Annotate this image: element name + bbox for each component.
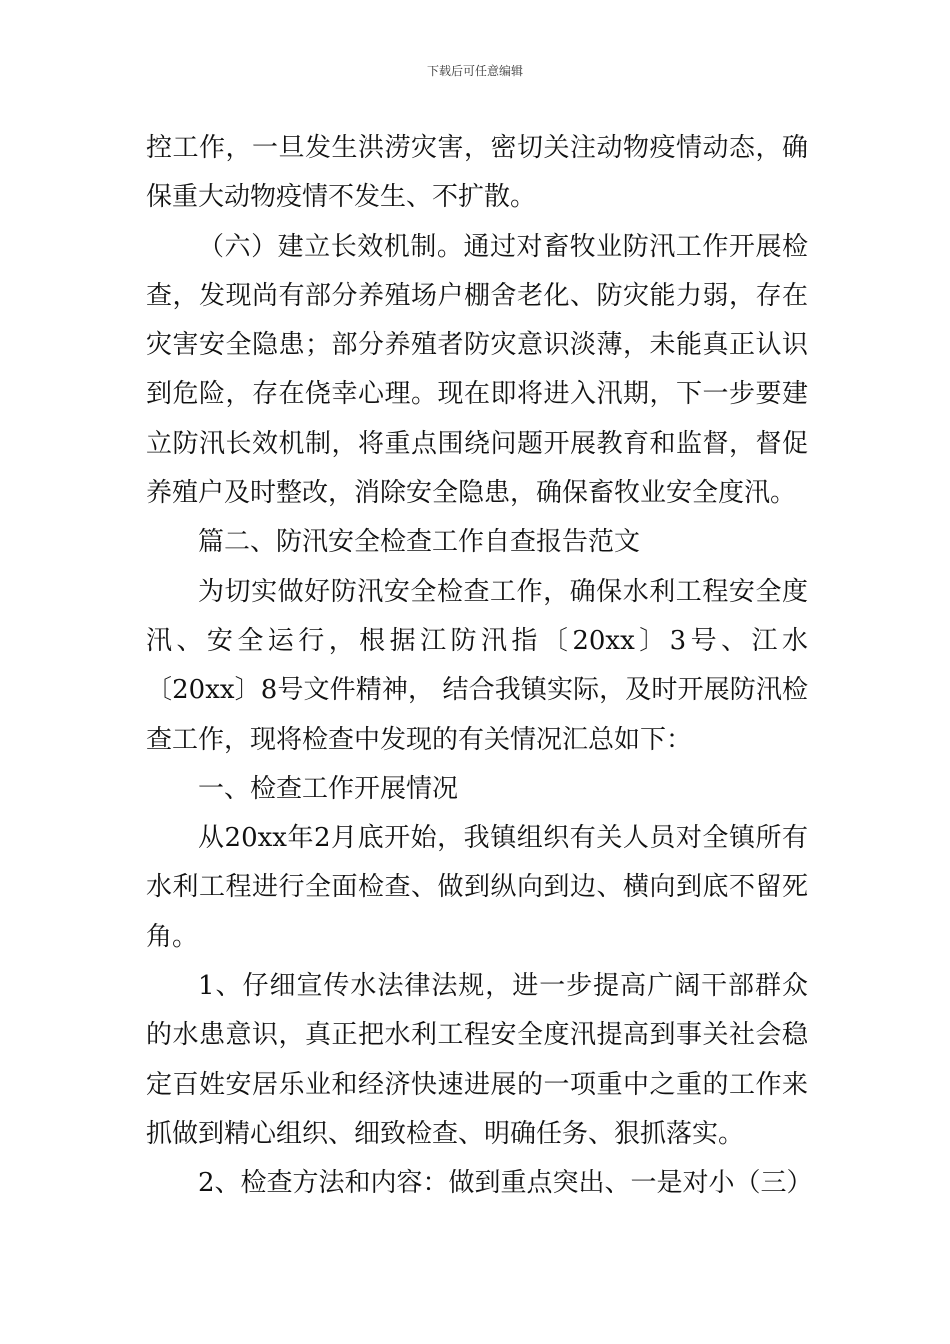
document-body bbox=[146, 124, 813, 1209]
paragraph-item-2: 2、检查方法和内容：做到重点突出、一是对小（三） bbox=[198, 1168, 813, 1199]
section-title-part-two: 篇二、防汛安全检查工作自查报告范文 bbox=[198, 527, 641, 558]
paragraph-inspection-start: 从20xx年2月底开始，我镇组织有关人员对全镇所有水利工程进行全面检查、做到纵向到边、横向到底不留死角。 bbox=[146, 823, 808, 952]
page-header-note: 下载后可任意编辑 bbox=[426, 64, 523, 78]
paragraph-item-1: 1、仔细宣传水法律法规，进一步提高广阔干部群众的水患意识，真正把水利工程安全度汛提高到事关社会稳定百姓安居乐业和经济快速进展的一项重中之重的工作来抓做到精心组织、细致检查、明确任务、狠抓落实。 bbox=[146, 971, 808, 1149]
paragraph-long-term-mechanism: （六）建立长效机制。通过对畜牧业防汛工作开展检查，发现尚有部分养殖场户棚舍老化、防灾能力弱，存在灾害安全隐患；部分养殖者防灾意识淡薄，未能真正认识到危险，存在侥幸心理。现在即将进入汛期，下一步要建立防汛长效机制，将重点围绕问题开展教育和监督，督促养殖户及时整改，消除安全隐患，确保畜牧业安全度汛。 bbox=[146, 231, 808, 509]
section-heading-inspection: 一、检查工作开展情况 bbox=[198, 773, 459, 804]
paragraph-continuation: 控工作，一旦发生洪涝灾害，密切关注动物疫情动态，确保重大动物疫情不发生、不扩散。 bbox=[146, 133, 808, 213]
paragraph-introduction: 为切实做好防汛安全检查工作，确保水利工程安全度汛、安全运行，根据江防汛指〔20xx〕3号、江水〔20xx〕8号文件精神， 结合我镇实际，及时开展防汛检查工作，现将检查中发现的有关情况汇总如下： bbox=[146, 576, 808, 755]
